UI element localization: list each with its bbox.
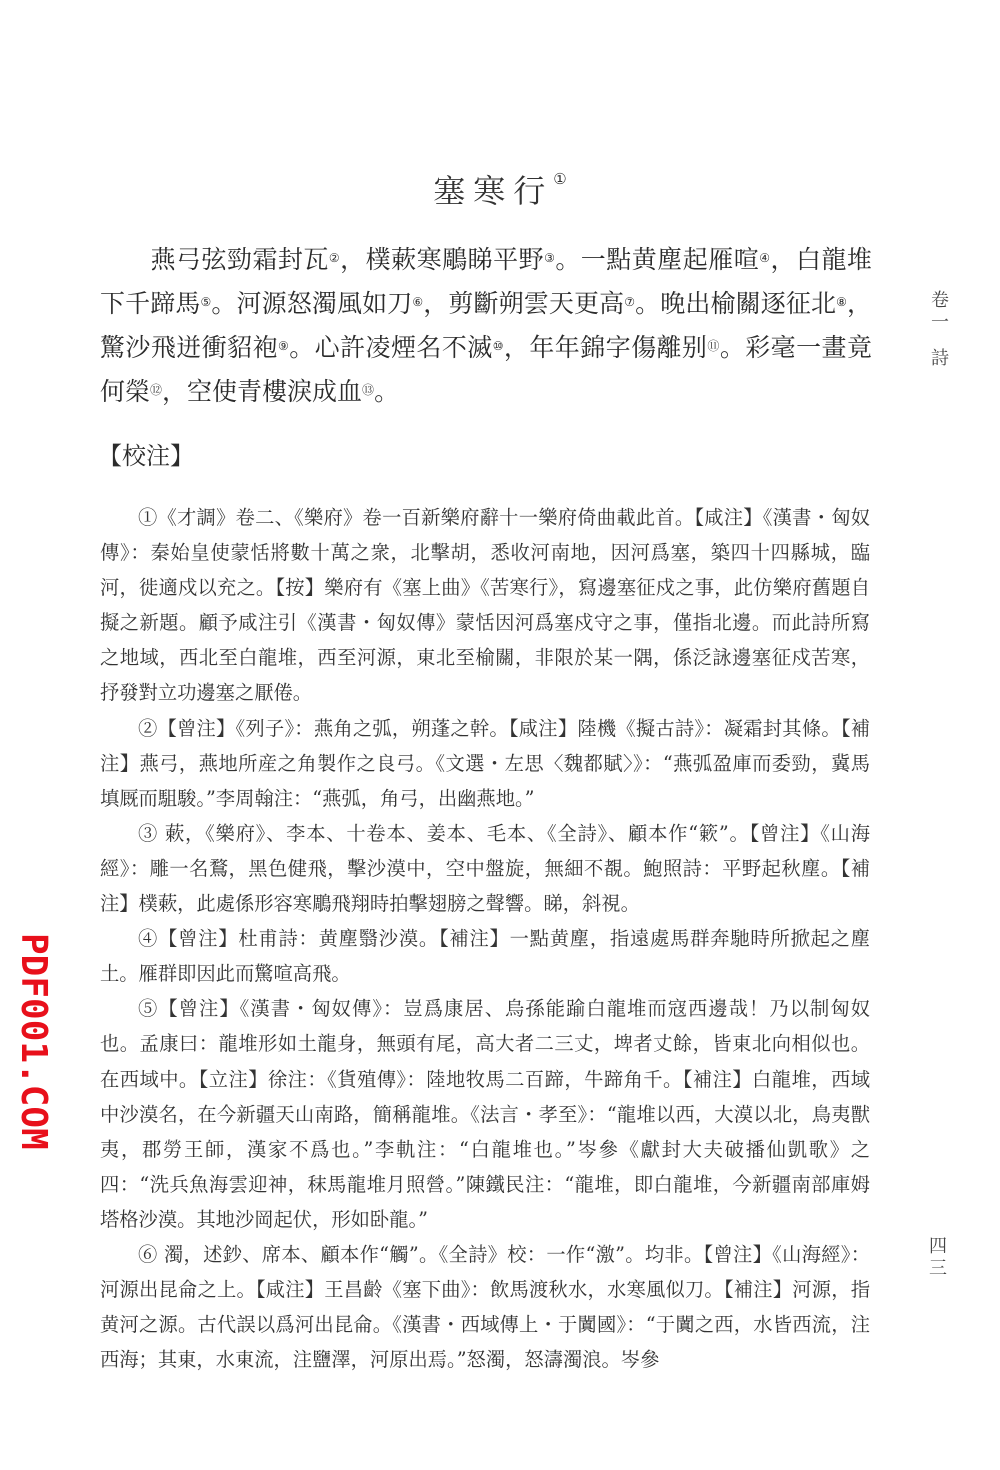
poem-footnote-mark: ⑪ bbox=[707, 339, 720, 353]
poem-footnote-mark: ② bbox=[328, 251, 341, 265]
poem-footnote-mark: ⑫ bbox=[150, 383, 163, 397]
poem-footnote-mark: ⑬ bbox=[362, 383, 375, 397]
poem-text: 。彩毫一畫竟何榮 bbox=[100, 333, 872, 406]
poem-footnote-mark: ⑨ bbox=[278, 339, 290, 353]
poem-footnote-mark: ⑤ bbox=[200, 295, 212, 309]
poem-footnote-mark: ⑦ bbox=[624, 295, 636, 309]
title-footnote-mark: ① bbox=[553, 170, 567, 188]
poem-text: 。河源怒濁風如刀 bbox=[211, 289, 413, 318]
poem-title-text: 塞寒行 bbox=[433, 172, 554, 210]
page-number-tens: 四 bbox=[929, 1236, 947, 1257]
poem-footnote-mark: ⑩ bbox=[492, 339, 504, 353]
note-4: ④【曾注】杜甫詩：黄塵翳沙漠。【補注】一點黄塵，指遠處馬群奔馳時所掀起之塵土。雁群即因此而驚喧高飛。 bbox=[100, 927, 870, 986]
poem-text: 。 bbox=[374, 377, 400, 406]
poem-title bbox=[0, 166, 1000, 212]
page-number-ones: 三 bbox=[929, 1258, 947, 1279]
poem-text: ，白龍堆下千蹄馬 bbox=[100, 245, 872, 318]
chapter-num: 一 bbox=[931, 312, 949, 333]
notes-section bbox=[100, 500, 870, 1377]
note-1: ①《才調》卷二、《樂府》卷一百新樂府辭十一樂府倚曲載此首。【咸注】《漢書・匈奴傳》：秦始皇使蒙恬將數十萬之衆，北擊胡，悉收河南地，因河爲塞，築四十四縣城，臨河，徙適戍以充之。【按】樂府有《塞上曲》《苦寒行》，寫邊塞征戍之事，此仿樂府舊題自擬之新題。顧予咸注引《漢書・匈奴傳》蒙恬因河爲塞戍守之事，僅指北邊。而此詩所寫之地域，西北至白龍堆，西至河源，東北至榆關，非限於某一隅，係泛詠邊塞征戍苦寒，抒發對立功邊塞之厭倦。 bbox=[100, 506, 870, 705]
poem-text: ，年年錦字傷離别 bbox=[503, 333, 708, 362]
poem-text: ，樸蔌寒鵰睇平野 bbox=[340, 245, 545, 274]
note-5: ⑤【曾注】《漢書・匈奴傳》：豈爲康居、烏孫能踰白龍堆而寇西邊哉！乃以制匈奴也。孟康曰：龍堆形如土龍身，無頭有尾，高大者二三丈，埤者丈餘，皆東北向相似也。在西域中。【立注】徐注：《貨殖傳》：陸地牧馬二百蹄，牛蹄角千。【補注】白龍堆，西域中沙漠名，在今新疆天山南路，簡稱龍堆。《法言・孝至》：“龍堆以西，大漠以北，鳥夷獸夷，郡勞王師，漢家不爲也。”李軌注：“白龍堆也。”岑參《獻封大夫破播仙凱歌》之四：“洗兵魚海雲迎神，秣馬龍堆月照營。”陳鐵民注：“龍堆，即白龍堆，今新疆南部庫姆塔格沙漠。其地沙岡起伏，形如卧龍。” bbox=[100, 997, 870, 1231]
poem-footnote-mark: ③ bbox=[544, 251, 556, 265]
note-6: ⑥ 濁，述鈔、席本、顧本作“觸”。《全詩》校：一作“激”。均非。【曾注】《山海經》：河源出昆侖之上。【咸注】王昌齡《塞下曲》：飲馬渡秋水，水寒風似刀。【補注】河源，指黄河之源。古代誤以爲河出昆侖。《漢書・西域傳上・于闐國》：“于闐之西，水皆西流，注西海；其東，水東流，注鹽澤，河原出焉。”怒濁，怒濤濁浪。岑參 bbox=[100, 1242, 870, 1372]
poem-text: 。心許凌煙名不滅 bbox=[289, 333, 493, 362]
poem-text: ，驚沙飛迸衝貂袍 bbox=[100, 289, 872, 362]
note-3: ③ 蔌，《樂府》、李本、十卷本、姜本、毛本、《全詩》、顧本作“簌”。【曾注】《山海經》：雕一名鶩，黑色健飛，擊沙漠中，空中盤旋，無細不覩。鮑照詩：平野起秋塵。【補注】樸蔌，此處係形容寒鵰飛翔時拍擊翅膀之聲響。睇，斜視。 bbox=[100, 821, 870, 916]
poem-text: 。一點黄塵起雁喧 bbox=[555, 245, 760, 274]
chapter-genre: 詩 bbox=[931, 348, 949, 369]
poem-footnote-mark: ⑥ bbox=[412, 295, 424, 309]
watermark: PDF001.COM bbox=[13, 933, 54, 1150]
poem-footnote-mark: ④ bbox=[759, 251, 771, 265]
note-2: ②【曾注】《列子》：燕角之弧，朔蓬之幹。【咸注】陸機《擬古詩》：凝霜封其條。【補注】燕弓，燕地所産之角製作之良弓。《文選・左思〈魏都賦〉》：“燕弧盈庫而委勁，冀馬填厩而駔駿。”李周翰注：“燕弧，角弓，出幽燕地。” bbox=[100, 716, 870, 810]
poem-footnote-mark: ⑧ bbox=[836, 295, 847, 309]
notes-heading: 【校注】 bbox=[98, 442, 194, 470]
chapter-vol: 卷 bbox=[931, 290, 949, 311]
poem-text: 。晚出榆關逐征北 bbox=[635, 289, 837, 318]
page-number bbox=[926, 1236, 950, 1280]
poem-text: ，空使青樓淚成血 bbox=[162, 377, 363, 406]
poem-text: 燕弓弦勁霜封瓦 bbox=[150, 245, 329, 274]
poem-text: ，剪斷朔雲天更高 bbox=[423, 289, 625, 318]
chapter-side-label bbox=[928, 290, 952, 370]
poem-body bbox=[100, 238, 872, 414]
